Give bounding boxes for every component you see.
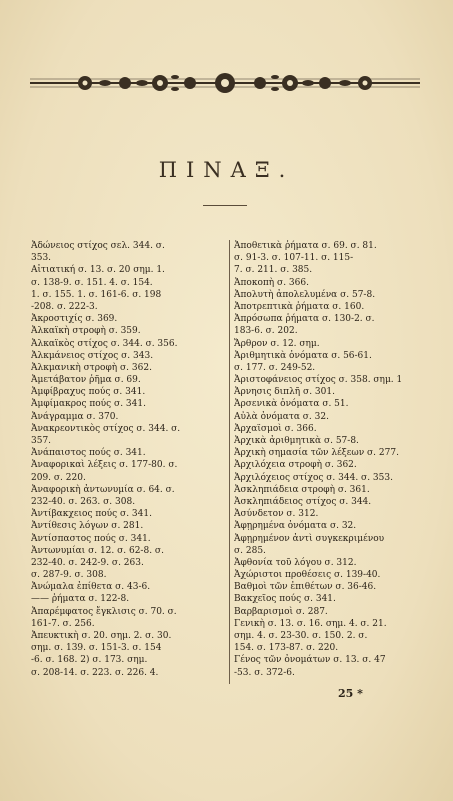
index-entry: σ. 91-3. σ. 107-11. σ. 115- bbox=[234, 253, 354, 264]
index-entry: Ἀρσενικὰ ὀνόματα σ. 51. bbox=[234, 399, 349, 410]
index-entry: 357. bbox=[31, 436, 52, 446]
index-entry: -208. σ. 222-3. bbox=[31, 301, 98, 312]
index-entry: Ἀπρόσωπα ῥήματα σ. 130-2. σ. bbox=[234, 314, 375, 325]
index-entry: -6. σ. 168. 2) σ. 173. σημ. bbox=[31, 655, 148, 666]
index-entry: Ἀνάγραμμα σ. 370. bbox=[31, 411, 119, 422]
index-entry: Ἀποθετικὰ ῥήματα σ. 69. σ. 81. bbox=[234, 241, 377, 251]
index-entry: Ἀντίσπαστος πούς σ. 341. bbox=[31, 533, 151, 544]
index-entry: Ἀκροστιχίς σ. 369. bbox=[31, 314, 118, 325]
index-entry: Ἀρχιλόχειος στίχος σ. 344. σ. 353. bbox=[234, 472, 393, 483]
index-entry: Ἀπαρέμφατος ἔγκλισις σ. 70. σ. bbox=[31, 606, 177, 617]
index-entry: Ἀρνησις διπλῆ σ. 301. bbox=[234, 387, 335, 398]
index-entry: Ἀνάπαιστος πούς σ. 341. bbox=[31, 448, 146, 459]
index-entry: Ἀφῃρημένον ἀντὶ συγκεκριμένου bbox=[234, 533, 385, 544]
index-entry: 232-40. σ. 242-9. σ. 263. bbox=[31, 557, 144, 568]
index-entry: 154. σ. 173-87. σ. 220. bbox=[234, 643, 339, 654]
index-entry: Ἀλκμάνειος στίχος σ. 343. bbox=[31, 350, 154, 361]
index-entry: 353. bbox=[31, 253, 52, 264]
index-entry: σημ. 4. σ. 23-30. σ. 150. 2. σ. bbox=[234, 631, 368, 641]
index-entry: Ἀμφίβραχυς πούς σ. 341. bbox=[31, 387, 146, 398]
index-entry: 232-40. σ. 263. σ. 308. bbox=[31, 496, 136, 507]
index-entry: σ. 287-9. σ. 308. bbox=[31, 570, 107, 581]
index-entry: Βακχεῖος πούς σ. 341. bbox=[234, 594, 336, 605]
index-entry: Αὐλὰ ὀνόματα σ. 32. bbox=[234, 411, 329, 422]
index-entry: Βαρβαρισμοὶ σ. 287. bbox=[234, 606, 328, 617]
index-entry: Ἀρχικὴ σημασία τῶν λέξεων σ. 277. bbox=[234, 448, 399, 459]
index-entry: Ἀσκληπιάδειος στίχος σ. 344. bbox=[234, 496, 372, 507]
index-entry: Ἀλκαϊκὸς στίχος σ. 344. σ. 356. bbox=[31, 338, 178, 349]
index-entry: Ἀπευκτικὴ σ. 20. σημ. 2. σ. 30. bbox=[31, 631, 172, 641]
index-entry: Ἀντίβακχειος πούς σ. 341. bbox=[31, 509, 152, 520]
index-entry: 183-6. σ. 202. bbox=[234, 326, 298, 337]
index-column-left bbox=[31, 240, 229, 679]
index-entry: Ἀποτρεπτικὰ ῥήματα σ. 160. bbox=[234, 301, 365, 312]
index-column-right bbox=[234, 240, 430, 679]
page-title: ΠΙΝΑΞ. bbox=[158, 158, 295, 182]
index-entry: Ἄρθρον σ. 12. σημ. bbox=[234, 338, 320, 349]
index-entry: Ἀρχιλόχεια στροφὴ σ. 362. bbox=[234, 460, 357, 471]
index-entry: Βαθμοὶ τῶν ἐπιθέτων σ. 36-46. bbox=[234, 582, 377, 593]
title-rule bbox=[203, 205, 247, 206]
index-entry: σ. 285. bbox=[234, 545, 266, 556]
index-entry: Ἀχώριστοι προθέσεις σ. 139-40. bbox=[234, 570, 381, 581]
index-entry: Ἀλκαϊκὴ στροφὴ σ. 359. bbox=[31, 326, 141, 337]
index-entry: σημ. σ. 139. σ. 151-3. σ. 154 bbox=[31, 643, 162, 654]
index-entry: Ἀναφορικαὶ λέξεις σ. 177-80. σ. bbox=[31, 460, 178, 471]
signature-mark: 25 * bbox=[338, 687, 363, 700]
index-entry: Ἀνακρεοντικὸς στίχος σ. 344. σ. bbox=[31, 423, 181, 434]
index-entry: σ. 177. σ. 249-52. bbox=[234, 362, 316, 373]
index-entry: σ. 208-14. σ. 223. σ. 226. 4. bbox=[31, 667, 159, 678]
index-entry: Ἀντίθεσις λόγων σ. 281. bbox=[31, 521, 144, 532]
index-entry: -53. σ. 372-6. bbox=[234, 667, 295, 678]
index-entry: Γένος τῶν ὀνομάτων σ. 13. σ. 47 bbox=[234, 655, 386, 666]
index-entry: Ἀρχικὰ ἀριθμητικὰ σ. 57-8. bbox=[234, 436, 359, 446]
index-entry: Ἀπολυτὴ ἀπολελυμένα σ. 57-8. bbox=[234, 289, 376, 300]
index-entry: Ἀσκληπιάδεια στροφὴ σ. 361. bbox=[234, 484, 370, 495]
index-entry: Ἀνώμαλα ἐπίθετα σ. 43-6. bbox=[31, 582, 151, 593]
index-entry: 7. σ. 211. σ. 385. bbox=[234, 265, 313, 276]
index-entry: Ἀλκμανικὴ στροφὴ σ. 362. bbox=[31, 362, 152, 373]
index-entry: Ἀφῃρημένα ὀνόματα σ. 32. bbox=[234, 521, 357, 532]
index-entry: Ἀρχαϊσμοὶ σ. 366. bbox=[234, 423, 317, 434]
index-entry: σ. 138-9. σ. 151. 4. σ. 154. bbox=[31, 277, 153, 288]
index-entry: 161-7. σ. 256. bbox=[31, 618, 95, 629]
index-entry: Ἀριστοφάνειος στίχος σ. 358. σημ. 1 bbox=[234, 375, 403, 386]
index-entry: Ἀναφορικὴ ἀντωνυμία σ. 64. σ. bbox=[31, 484, 175, 495]
column-divider bbox=[229, 240, 230, 684]
index-entry: Γενικὴ σ. 13. σ. 16. σημ. 4. σ. 21. bbox=[234, 618, 387, 629]
index-entry: Ἀποκοπὴ σ. 366. bbox=[234, 277, 309, 288]
index-entry: 1. σ. 155. 1. σ. 161-6. σ. 198 bbox=[31, 289, 162, 300]
decorative-ornament-band bbox=[30, 66, 420, 100]
index-entry: Αἰτιατική σ. 13. σ. 20 σημ. 1. bbox=[31, 265, 165, 276]
index-entry: Ἀντωνυμίαι σ. 12. σ. 62-8. σ. bbox=[31, 545, 164, 556]
index-entry: Ἀμφίμακρος πούς σ. 341. bbox=[31, 399, 146, 410]
index-entry: Ἀμετάβατον ῥῆμα σ. 69. bbox=[31, 375, 141, 386]
index-entry: Ἀσύνδετον σ. 312. bbox=[234, 509, 319, 520]
index-entry: 209. σ. 220. bbox=[31, 472, 86, 483]
index-entry: Ἀδώνειος στίχος σελ. 344. σ. bbox=[31, 241, 165, 251]
index-entry: —— ῥήματα σ. 122-8. bbox=[31, 594, 130, 605]
index-entry: Ἀριθμητικὰ ὀνόματα σ. 56-61. bbox=[234, 350, 372, 361]
index-entry: Ἀφθονία τοῦ λόγου σ. 312. bbox=[234, 557, 357, 568]
